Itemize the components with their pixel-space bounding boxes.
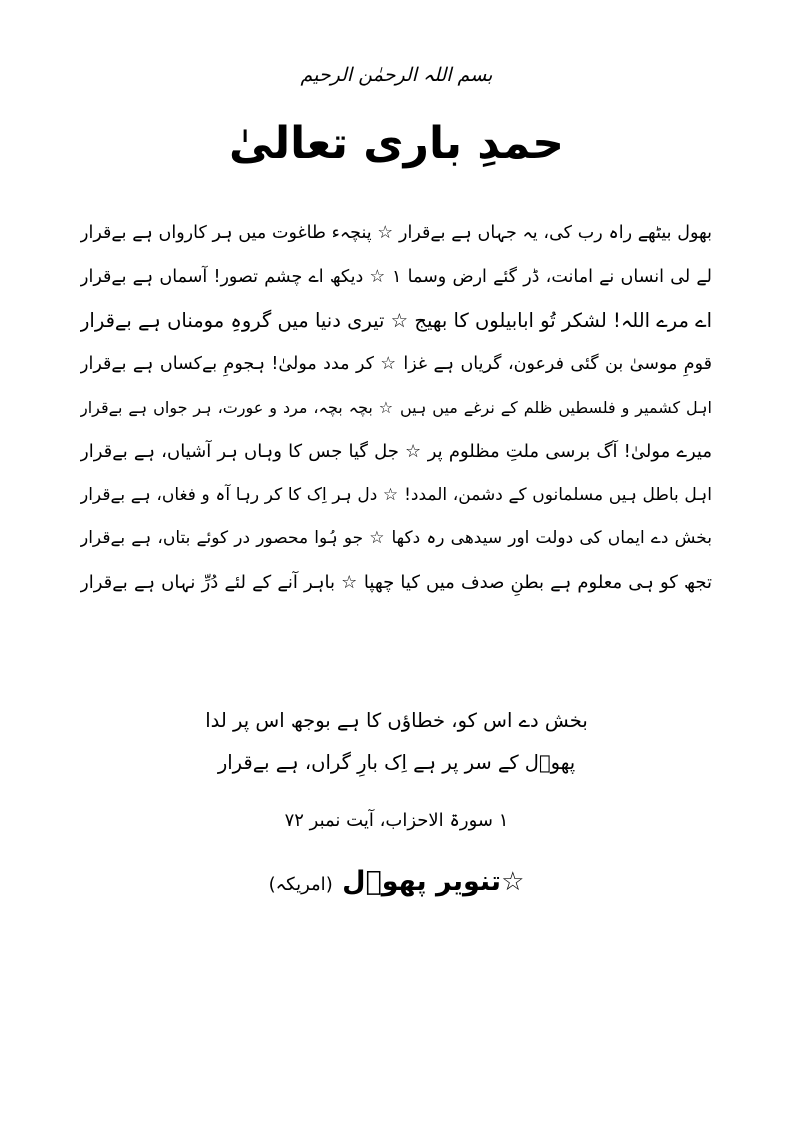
footnote [0, 800, 793, 842]
verse-line: قومِ موسیٰ بن گئی فرعون، گریاں ہے غزا ☆ کر مدد مولیٰ! ہجومِ بےکساں ہے بےقرار [80, 353, 712, 374]
verse-line: اہل کشمیر و فلسطیں ظلم کے نرغے میں ہیں ☆ بچہ بچہ، مرد و عورت، ہر جواں ہے بےقرار [80, 398, 712, 418]
verse-line: تجھ کو ہی معلوم ہے بطنِ صدف میں کیا چھپا ☆ باہر آنے کے لئے دُرِّ نہاں ہے بےقرار [80, 571, 712, 593]
couplet-line-1: بخش دے اس کو، خطاؤں کا ہے بوجھ اس پر لدا [205, 709, 588, 732]
verse-line: اے مرے اللہ! لشکر تُو ابابیلوں کا بھیج ☆ تیری دنیا میں گروہِ مومناں ہے بےقرار [80, 309, 712, 333]
author-location: (امریکہ) [268, 874, 333, 895]
verse-line: بخش دے ایماں کی دولت اور سیدھی رہ دکھا ☆ جو ہُوا محصور در کوئے بتاں، ہے بےقرار [80, 528, 712, 549]
footnote-marker: ١ [498, 810, 509, 831]
poem-body [80, 212, 712, 604]
poem-title: حمدِ باری تعالیٰ [229, 118, 564, 169]
verse-line: لے لی انساں نے امانت، ڈر گئے ارض وسما ١ ☆ دیکھ اے چشم تصور! آسماں ہے بےقرار [80, 266, 712, 287]
author-name: تنویر پھوؔل [342, 866, 502, 897]
verse-line: میرے مولیٰ! آگ برسی ملتِ مظلوم پر ☆ جل گیا جس کا وہاں ہر آشیاں، ہے بےقرار [80, 440, 712, 462]
bismillah-heading: بسم اللہ الرحمٰن الرحیم [300, 64, 493, 86]
verse-line: بھول بیٹھے راہ رب کی، یہ جہاں ہے بےقرار ☆ پنچہء طاغوت میں ہر کارواں ہے بےقرار [80, 223, 712, 243]
footnote-text: سورۃ الاحزاب، آیت نمبر ٧٢ [284, 810, 493, 831]
verse-line: اہل باطل ہیں مسلمانوں کے دشمن، المدد! ☆ دل ہر اِک کا کر رہا آہ و فغاں، ہے بےقرار [80, 484, 712, 505]
couplet-line-2: پھوؔل کے سر پر ہے اِک بارِ گراں، ہے بےقرار [217, 751, 576, 774]
star-icon: ☆ [501, 867, 525, 897]
closing-couplet [0, 700, 793, 784]
author-signature [0, 866, 793, 897]
